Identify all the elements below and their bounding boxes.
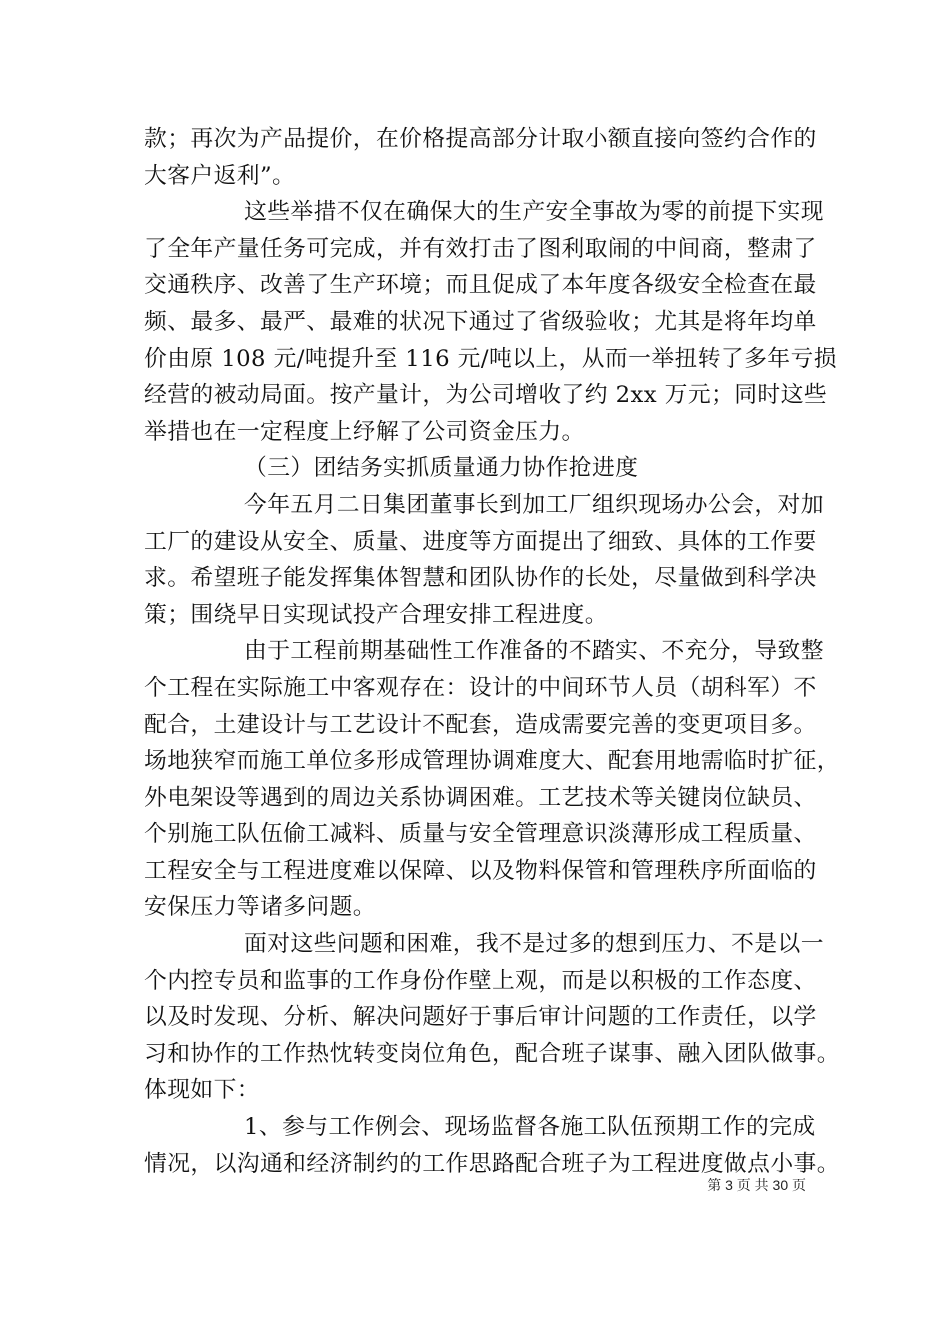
text-line: 面对这些问题和困难，我不是过多的想到压力、不是以一 bbox=[244, 931, 824, 958]
text-line: 个工程在实际施工中客观存在：设计的中间环节人员（胡科军）不 bbox=[144, 674, 817, 701]
text-line: 1、参与工作例会、现场监督各施工队伍预期工作的完成 bbox=[244, 1114, 816, 1141]
text-line: 今年五月二日集团董事长到加工厂组织现场办公会，对加 bbox=[244, 491, 824, 518]
text-line: 经营的被动局面。按产量计，为公司增收了约 2xx 万元；同时这些 bbox=[144, 382, 828, 409]
text-line: 策；围绕早日实现试投产合理安排工程进度。 bbox=[144, 601, 608, 628]
body-text bbox=[144, 121, 840, 1182]
text-line: 个别施工队伍偷工减料、质量与安全管理意识淡薄形成工程质量、 bbox=[144, 821, 817, 848]
text-line: 工厂的建设从安全、质量、进度等方面提出了细致、具体的工作要 bbox=[144, 528, 817, 555]
page-number-footer: 第 3 页 共 30 页 bbox=[707, 1177, 806, 1193]
text-line: 交通秩序、改善了生产环境；而且促成了本年度各级安全检查在最 bbox=[144, 272, 817, 299]
text-line: 个内控专员和监事的工作身份作壁上观，而是以积极的工作态度、 bbox=[144, 967, 817, 994]
text-line: 以及时发现、分析、解决问题好于事后审计问题的工作责任，以学 bbox=[144, 1004, 817, 1031]
text-line: 配合，土建设计与工艺设计不配套，造成需要完善的变更项目多。 bbox=[144, 711, 817, 738]
section-heading: （三）团结务实抓质量通力协作抢进度 bbox=[244, 455, 639, 482]
text-line: 体现如下： bbox=[144, 1077, 260, 1104]
text-line: 举措也在一定程度上纾解了公司资金压力。 bbox=[144, 418, 585, 445]
text-line: 外电架设等遇到的周边关系协调困难。工艺技术等关键岗位缺员、 bbox=[144, 784, 817, 811]
text-line: 工程安全与工程进度难以保障、以及物料保管和管理秩序所面临的 bbox=[144, 857, 817, 884]
text-line: 这些举措不仅在确保大的生产安全事故为零的前提下实现 bbox=[244, 199, 824, 226]
text-line: 场地狭窄而施工单位多形成管理协调难度大、配套用地需临时扩征， bbox=[144, 748, 840, 775]
text-line: 求。希望班子能发挥集体智慧和团队协作的长处，尽量做到科学决 bbox=[144, 565, 817, 592]
text-line: 大客户返利”。 bbox=[144, 162, 296, 189]
text-line: 由于工程前期基础性工作准备的不踏实、不充分，导致整 bbox=[244, 638, 824, 665]
text-line: 情况，以沟通和经济制约的工作思路配合班子为工程进度做点小事。 bbox=[144, 1150, 840, 1177]
text-line: 款；再次为产品提价，在价格提高部分计取小额直接向签约合作的 bbox=[144, 126, 817, 152]
text-line: 了全年产量任务可完成，并有效打击了图利取闹的中间商，整肃了 bbox=[144, 235, 817, 262]
text-line: 安保压力等诸多问题。 bbox=[144, 894, 376, 921]
text-line: 习和协作的工作热忱转变岗位角色，配合班子谋事、融入团队做事。 bbox=[144, 1040, 840, 1067]
text-line: 频、最多、最严、最难的状况下通过了省级验收；尤其是将年均单 bbox=[144, 308, 817, 335]
text-line: 价由原 108 元/吨提升至 116 元/吨以上，从而一举扭转了多年亏损 bbox=[144, 345, 837, 372]
